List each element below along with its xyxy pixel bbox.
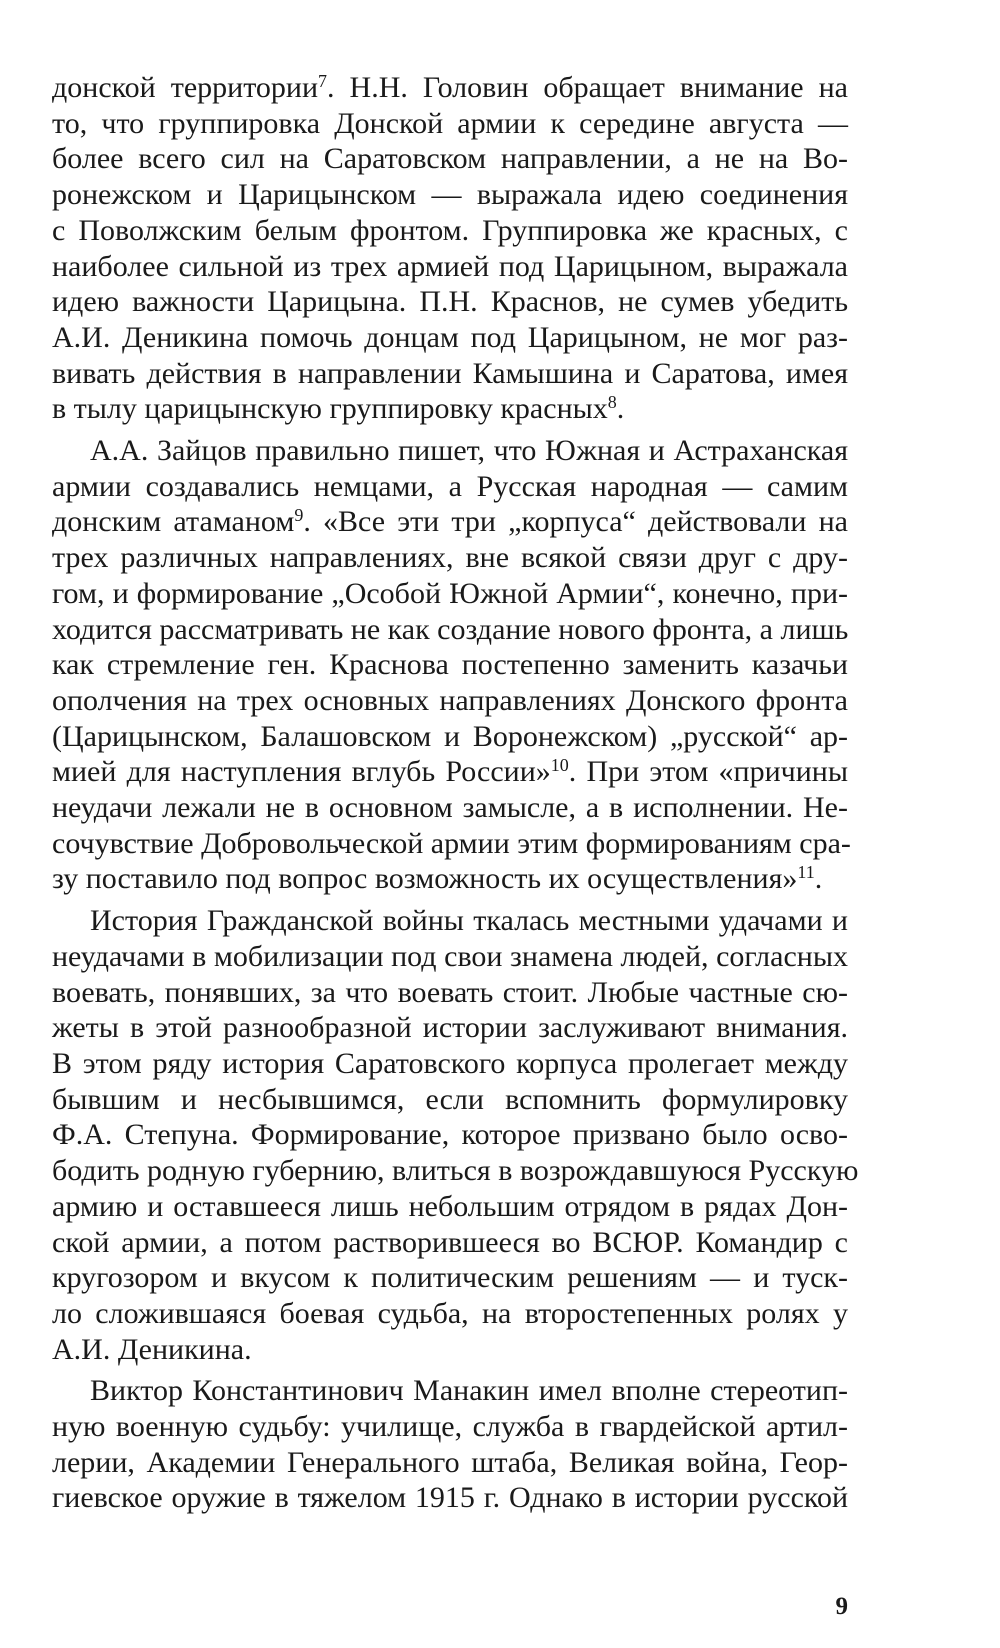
text-line	[52, 284, 848, 320]
text-line	[52, 1225, 848, 1261]
paragraph	[52, 70, 848, 427]
line-text: как стремление ген. Краснова постепенно заменить казачьи	[52, 648, 848, 682]
text-line	[52, 683, 848, 719]
text-line	[52, 504, 848, 540]
text-line	[52, 754, 848, 790]
line-text: В этом ряду история Саратовского корпуса пролегает между	[52, 1046, 848, 1080]
line-text: А.А. Зайцов правильно пишет, что Южная и Астраханская	[90, 434, 848, 468]
text-line	[52, 433, 848, 469]
text-line	[52, 1445, 848, 1481]
text-line	[52, 1296, 848, 1332]
line-text: армию и оставшееся лишь небольшим отрядом в рядах Дон-	[52, 1189, 848, 1223]
paragraph	[52, 903, 859, 1367]
text-line	[52, 213, 848, 249]
footnote-ref: 8	[607, 392, 617, 413]
line-text: зу поставило под вопрос возможность их осуществления»	[52, 862, 798, 896]
text-line	[52, 612, 848, 648]
page-number: 9	[835, 1593, 848, 1620]
line-text: неудачами в мобилизации под свои знамена людей, согласных	[52, 939, 848, 973]
text-line	[52, 106, 848, 142]
line-text: История Гражданской войны ткалась местными удачами и	[90, 904, 848, 938]
text-line	[52, 1189, 848, 1225]
text-line	[52, 861, 848, 897]
text-line	[52, 356, 848, 392]
text-line	[52, 975, 848, 1011]
line-text: донской территории	[52, 71, 319, 104]
line-text: то, что группировка Донской армии к середине августа —	[52, 106, 848, 140]
text-line	[52, 1373, 848, 1409]
footnote-ref: 7	[318, 71, 328, 92]
text-line	[52, 1260, 848, 1296]
line-text-continued: . При этом «причины	[568, 755, 849, 789]
line-text: А.И. Деникина.	[52, 1332, 252, 1366]
text-line	[52, 177, 848, 213]
line-text: неудачи лежали не в основном замысле, а в исполнении. Не-	[52, 791, 848, 825]
text-line	[52, 141, 848, 177]
line-text: сочувствие Добровольческой армии этим формированиям сра-	[52, 826, 851, 860]
paragraph	[52, 1373, 848, 1516]
text-line	[52, 320, 848, 356]
text-line	[52, 1046, 848, 1082]
text-line	[52, 719, 848, 755]
text-line	[52, 903, 848, 939]
footnote-ref: 11	[797, 862, 815, 883]
text-line	[52, 249, 848, 285]
line-text: идею важности Царицына. П.Н. Краснов, не сумев убедить	[52, 285, 848, 319]
footnote-ref: 10	[550, 755, 569, 776]
line-text: ло сложившаяся боевая судьба, на второстепенных ролях у	[52, 1296, 848, 1330]
line-text: бывшим и несбывшимся, если вспомнить формулировку	[52, 1082, 848, 1116]
line-text: ходится рассматривать не как создание нового фронта, а лишь	[52, 612, 849, 646]
text-line	[52, 826, 851, 862]
line-text: гиевское оружие в тяжелом 1915 г. Однако в истории русской	[52, 1481, 848, 1515]
text-line	[52, 647, 848, 683]
text-line	[52, 469, 848, 505]
line-text-continued: . Н.Н. Головин обращает внимание на	[327, 71, 848, 104]
text-line	[52, 1480, 848, 1516]
line-text: Виктор Константинович Манакин имел вполне стереотип-	[90, 1374, 848, 1408]
line-text: трех различных направлениях, вне всякой связи друг с дру-	[52, 541, 848, 575]
text-line	[52, 1332, 848, 1368]
line-text: ской армии, а потом растворившееся во ВСЮР. Командир с	[52, 1225, 848, 1259]
line-text-continued: .	[616, 392, 625, 426]
line-text: армии создавались немцами, а Русская народная — самим	[52, 469, 848, 503]
line-text: лерии, Академии Генерального штаба, Великая война, Геор-	[52, 1445, 848, 1479]
line-text-continued: .	[814, 862, 823, 896]
line-text: ную военную судьбу: училище, служба в гвардейской артил-	[52, 1410, 848, 1444]
line-text: в тылу царицынскую группировку красных	[52, 392, 608, 426]
text-line	[52, 1409, 848, 1445]
line-text: вивать действия в направлении Камышина и Саратова, имея	[52, 356, 848, 390]
line-text: донским атаманом	[52, 505, 295, 539]
text-line	[52, 1010, 848, 1046]
paragraph	[52, 433, 851, 897]
text-line	[52, 391, 848, 427]
text-line	[52, 1117, 848, 1153]
line-text-continued: . «Все эти три „корпуса“ действовали на	[303, 505, 848, 539]
line-text: жеты в этой разнообразной истории заслуживают внимания.	[52, 1011, 848, 1045]
line-text: наиболее сильной из трех армией под Царицыном, выражала	[52, 249, 848, 283]
text-line	[52, 1153, 859, 1189]
line-text: (Царицынском, Балашовском и Воронежском) „русской“ ар-	[52, 719, 848, 753]
text-line	[52, 70, 848, 106]
line-text: А.И. Деникина помочь донцам под Царицыном, не мог раз-	[52, 320, 848, 354]
line-text: более всего сил на Саратовском направлении, а не на Во-	[52, 142, 848, 176]
body-text	[52, 70, 859, 1516]
text-line	[52, 939, 848, 975]
line-text: бодить родную губернию, влиться в возрождавшуюся Русскую	[52, 1154, 859, 1188]
line-text: с Поволжским белым фронтом. Группировка же красных, с	[52, 213, 848, 247]
line-text: Ф.А. Степуна. Формирование, которое призвано было осво-	[52, 1118, 848, 1152]
line-text: кругозором и вкусом к политическим решениям — и туск-	[52, 1261, 848, 1295]
line-text: ронежском и Царицынском — выражала идею соединения	[52, 178, 848, 212]
text-line	[52, 540, 848, 576]
footnote-ref: 9	[294, 505, 304, 526]
line-text: ополчения на трех основных направлениях Донского фронта	[52, 683, 848, 717]
line-text: гом, и формирование „Особой Южной Армии“, конечно, при-	[52, 576, 848, 610]
text-line	[52, 790, 848, 826]
line-text: воевать, понявших, за что воевать стоит. Любые частные сю-	[52, 975, 848, 1009]
line-text: мией для наступления вглубь России»	[52, 755, 551, 789]
text-line	[52, 576, 848, 612]
text-line	[52, 1082, 848, 1118]
